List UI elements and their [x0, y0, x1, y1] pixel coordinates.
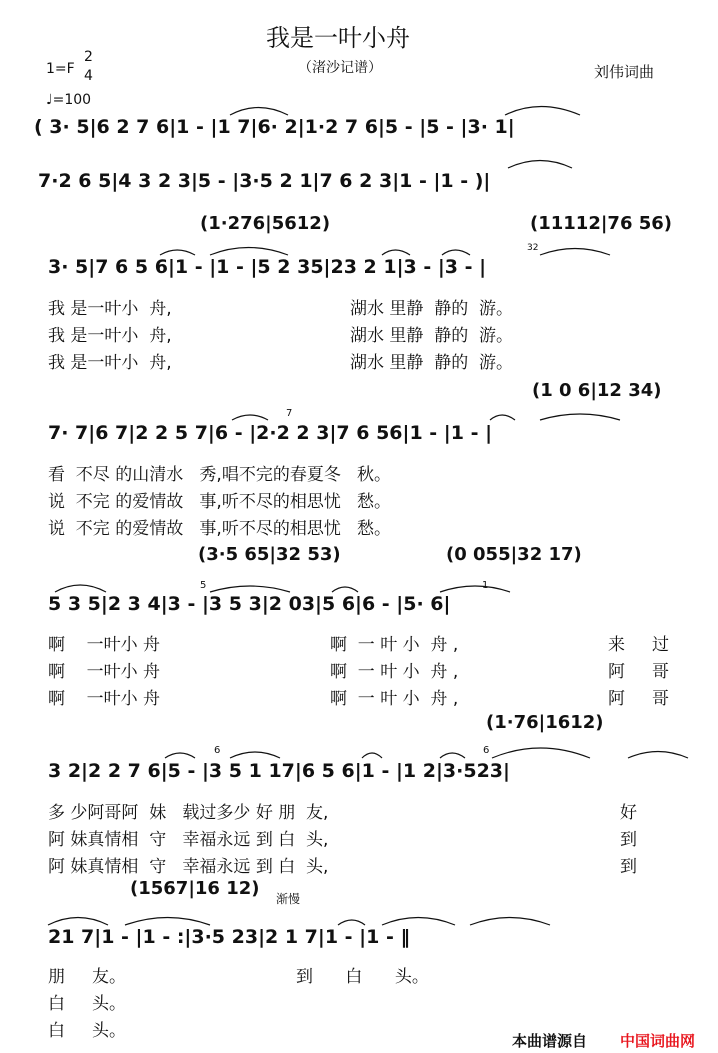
page-title: 我是一叶小舟 [266, 24, 410, 52]
score-line-6: 3 2|2 2 7 6|5 - |3 5 1 17|6 5 6|1 - |1 2|3·523| [48, 760, 510, 782]
slur [332, 587, 358, 592]
slur [382, 250, 410, 255]
intro-phrase-5: (0 055|32 17) [446, 544, 582, 565]
composer-credit: 刘伟词曲 [594, 63, 655, 81]
slur [362, 753, 382, 758]
lyric-row: 啊 一叶小 舟 [48, 635, 161, 655]
lyric-row: 我 是一叶小 舟, [48, 353, 172, 373]
intro-phrase-4: (3·5 65|32 53) [198, 544, 341, 565]
lyric-row: 我 是一叶小 舟, [48, 299, 172, 319]
slur [232, 415, 268, 420]
lyric-row: 朋 友。 [48, 967, 127, 987]
slur [210, 586, 290, 592]
slur [492, 748, 590, 758]
lyric-row: 白 头。 [48, 1021, 127, 1041]
slur [125, 918, 210, 926]
time-signature-top: 2 [84, 49, 93, 65]
slur [165, 753, 195, 758]
lyric-row: 到 [620, 830, 637, 850]
lyric-row: 白 头。 [48, 994, 127, 1014]
slur [338, 920, 365, 925]
grace-note: 6 [214, 745, 221, 756]
lyric-row: 湖水 里静 静的 游。 [350, 353, 514, 373]
lyric-row: 啊 一 叶 小 舟 , [330, 635, 459, 655]
lyric-row: 阿 妹真情相 守 幸福永远 到 白 头, [48, 857, 329, 877]
grace-note: 6 [483, 745, 490, 756]
slur [442, 250, 470, 255]
intro-phrase-7: (1567|16 12) [130, 878, 260, 899]
ritardando-mark: 渐慢 [276, 892, 301, 906]
lyric-row: 阿 妹真情相 守 幸福永远 到 白 头, [48, 830, 329, 850]
slur [440, 586, 510, 592]
grace-note: 5 [200, 580, 207, 591]
slur [470, 918, 550, 926]
score-line-5: 5 3 5|2 3 4|3 - |3 5 3|2 03|5 6|6 - |5· 6| [48, 593, 451, 615]
slur [508, 161, 572, 169]
slur [230, 108, 288, 116]
lyric-row: 来 过 [608, 635, 670, 655]
slur [440, 753, 465, 758]
slur [55, 585, 106, 592]
quarter-note-icon: ♩ [46, 92, 53, 108]
intro-phrase-6: (1·76|1612) [486, 712, 604, 733]
intro-phrase-2: (11112|76 56) [530, 213, 673, 234]
lyric-row: 湖水 里静 静的 游。 [350, 299, 514, 319]
slur [48, 918, 108, 926]
slur [210, 248, 288, 256]
lyric-row: 阿 哥 [608, 689, 670, 709]
footer-source-label: 本曲谱源自 [512, 1032, 588, 1050]
lyric-row: 到 [620, 857, 637, 877]
lyric-row: 好 [620, 803, 637, 823]
lyric-row: 阿 哥 [608, 662, 670, 682]
lyric-row: 啊 一 叶 小 舟 , [330, 662, 459, 682]
lyric-row: 我 是一叶小 舟, [48, 326, 172, 346]
lyric-row: 多 少阿哥阿 妹 载过多少 好 朋 友, [48, 803, 329, 823]
slur [160, 250, 195, 255]
lyric-row: 啊 一叶小 舟 [48, 662, 161, 682]
lyric-row: 看 不尽 的山清水 秀,唱不完的春夏冬 秋。 [48, 465, 392, 485]
slur [230, 752, 280, 758]
grace-note: 32 [527, 243, 539, 253]
slur [540, 249, 610, 256]
grace-note: 1 [482, 580, 489, 591]
tempo-marking: ♩=100 [46, 92, 92, 108]
score-line-1: ( 3· 5|6 2 7 6|1 - |1 7|6· 2|1·2 7 6|5 - |5 - |3· 1| [34, 116, 515, 138]
key-signature: 1=F [46, 61, 75, 77]
slur [490, 415, 515, 420]
lyric-row: 湖水 里静 静的 游。 [350, 326, 514, 346]
intro-phrase-3: (1 0 6|12 34) [532, 380, 662, 401]
slur [540, 414, 620, 420]
score-line-4: 7· 7|6 7|2 2 5 7|6 - |2·2 2 3|7 6 56|1 - |1 - | [48, 422, 493, 444]
slur [505, 107, 580, 116]
footer-site-link[interactable]: 中国词曲网 [620, 1032, 696, 1050]
lyric-row: 说 不完 的爱情故 事,听不尽的相思忧 愁。 [48, 519, 392, 539]
score-line-7: 21 7|1 - |1 - :|3·5 23|2 1 7|1 - |1 - ‖ [48, 926, 410, 948]
score-line-2: 7·2 6 5|4 3 2 3|5 - |3·5 2 1|7 6 2 3|1 - |1 - )| [38, 170, 491, 192]
grace-note: 7 [286, 408, 293, 419]
time-signature-bottom: 4 [84, 68, 93, 84]
intro-phrase-1: (1·276|5612) [200, 213, 331, 234]
subtitle: （渚沙记谱） [298, 60, 382, 76]
lyric-row: 啊 一 叶 小 舟 , [330, 689, 459, 709]
score-line-3: 3· 5|7 6 5 6|1 - |1 - |5 2 35|23 2 1|3 - |3 - | [48, 256, 487, 278]
lyric-row: 啊 一叶小 舟 [48, 689, 161, 709]
lyric-row: 到 白 头。 [296, 967, 429, 987]
lyric-row: 说 不完 的爱情故 事,听不尽的相思忧 愁。 [48, 492, 392, 512]
slur [628, 752, 688, 759]
slur [382, 918, 455, 926]
